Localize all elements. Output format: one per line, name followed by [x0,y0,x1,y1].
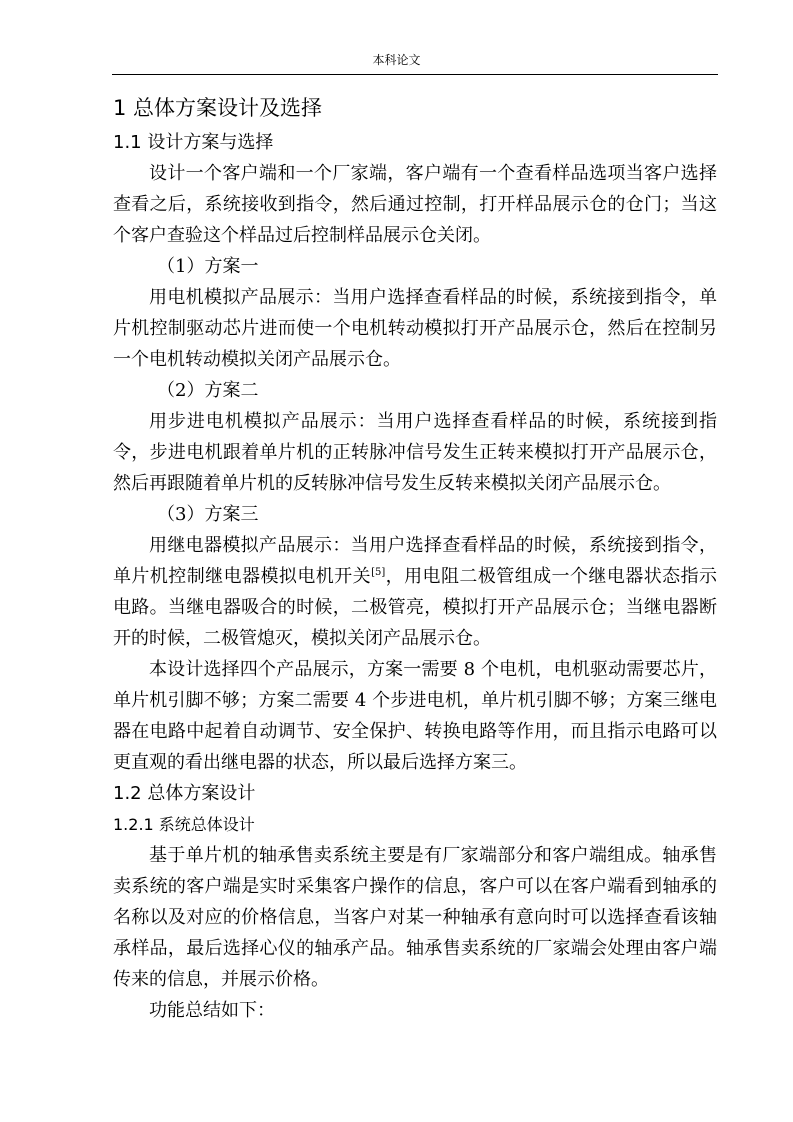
option-3-paragraph [113,530,717,654]
option-3-label: （3）方案三 [157,504,259,525]
conclusion-paragraph: 本设计选择四个产品展示，方案一需要 8 个电机，电机驱动需要芯片，单片机引脚不够；方案二需要 4 个步进电机，单片机引脚不够；方案三继电器在电路中起着自动调节、安全保护、转换电路等作用，而且指示电路可以更直观的看出继电器的状态，所以最后选择方案三。 [113,659,717,773]
option-3-text-before-ref: 用继电器模拟产品展示：当用户选择查看样品的时候，系统接到指令，单片机控制继电器模拟电机开关 [113,535,717,587]
page-content [113,89,717,1026]
subsection-heading-1-2-1: 1.2.1 系统总体设计 [113,815,255,834]
running-header: 本科论文 [372,53,421,67]
header-rule [112,74,718,75]
section-heading-1-2: 1.2 总体方案设计 [113,783,256,804]
intro-paragraph: 设计一个客户端和一个厂家端，客户端有一个查看样品选项当客户选择查看之后，系统接收到指令，然后通过控制，打开样品展示仓的仓门；当这个客户查验这个样品过后控制样品展示仓关闭。 [113,163,717,246]
chapter-heading: 1 总体方案设计及选择 [113,96,323,120]
option-3-text-after-ref: ，用电阻二极管组成一个继电器状态指示电路。当继电器吸合的时候，二极管亮，模拟打开产品展示仓；当继电器断开的时候，二极管熄灭，模拟关闭产品展示仓。 [113,566,718,649]
citation-ref: [5] [371,567,386,578]
system-design-paragraph: 基于单片机的轴承售卖系统主要是有厂家端部分和客户端组成。轴承售卖系统的客户端是实时采集客户操作的信息，客户可以在客户端看到轴承的名称以及对应的价格信息，当客户对某一种轴承有意向时可以选择查看该轴承样品，最后选择心仪的轴承产品。轴承售卖系统的厂家端会处理由客户端传来的信息，并展示价格。 [113,845,717,990]
option-2-label: （2）方案二 [157,380,259,401]
summary-intro: 功能总结如下： [149,1000,275,1021]
section-heading-1-1: 1.1 设计方案与选择 [113,132,274,153]
option-2-paragraph: 用步进电机模拟产品展示：当用户选择查看样品的时候，系统接到指令，步进电机跟着单片机的正转脉冲信号发生正转来模拟打开产品展示仓，然后再跟随着单片机的反转脉冲信号发生反转来模拟关闭产品展示仓。 [113,411,717,494]
option-1-paragraph: 用电机模拟产品展示：当用户选择查看样品的时候，系统接到指令，单片机控制驱动芯片进而使一个电机转动模拟打开产品展示仓，然后在控制另一个电机转动模拟关闭产品展示仓。 [113,287,717,370]
option-1-label: （1）方案一 [157,256,259,277]
